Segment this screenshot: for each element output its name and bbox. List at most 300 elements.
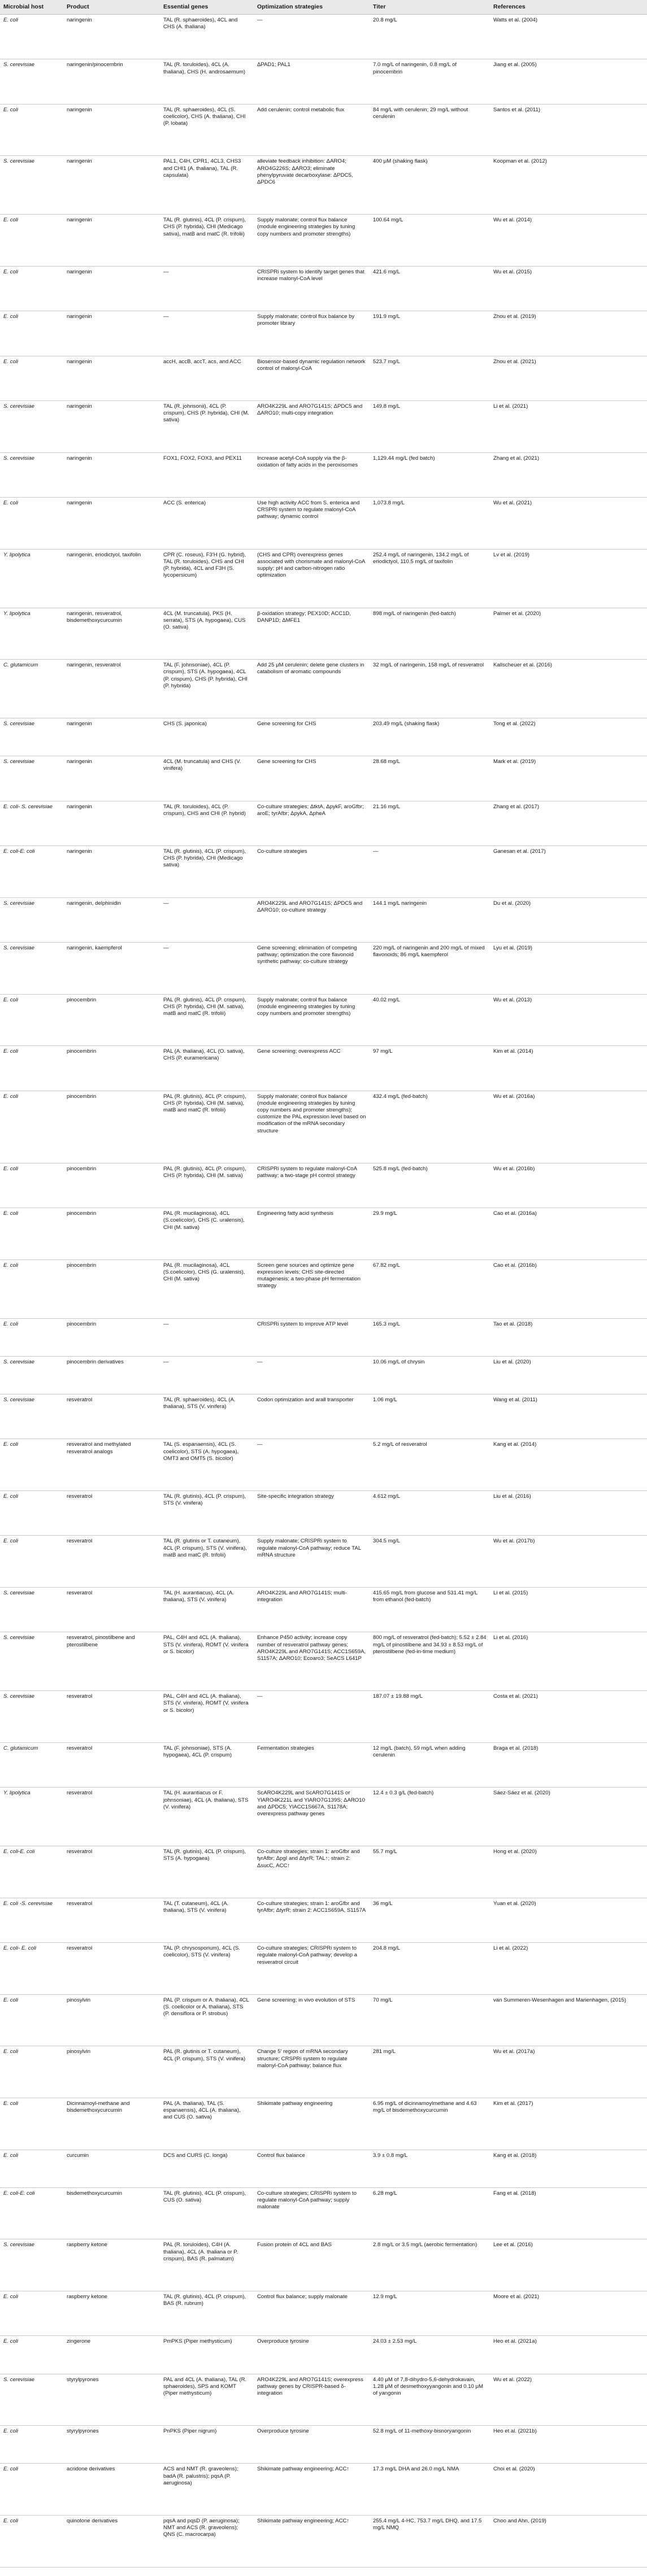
cell-host: S. cerevisiae [0,1632,63,1691]
table-row [0,2098,647,2150]
cell-host: E. coli [0,1259,63,1318]
table-row [0,2336,647,2374]
cell-genes: PAL, C4H and 4CL (A. thaliana), STS (V. vinifera), ROMT (V. vinifera or S. bicolor) [160,1691,254,1743]
table-row [0,2374,647,2426]
cell-genes: PAL and 4CL (A. thaliana), TAL (R. sphaeroides), SPS and KOMT (Piper methysticum) [160,2374,254,2426]
cell-reference: Kallscheuer et al. (2016) [490,660,647,718]
cell-reference: Wu et al. (2017a) [490,2046,647,2098]
cell-strategies: Control flux balance [254,2150,370,2187]
table-row [0,994,647,1046]
table-row [0,1046,647,1091]
cell-titer: 84 mg/L with cerulenin; 29 mg/L without cerulenin [370,104,490,156]
cell-reference: Du et al. (2020) [490,897,647,942]
cell-titer: 220 mg/L of naringenin and 200 mg/L of mixed flavonoids; 86 mg/L kaempferol [370,942,490,994]
cell-product: quinolone derivatives [63,2516,160,2568]
table-row [0,2046,647,2098]
cell-genes: TAL (R. johnsonii), 4CL (P. crispum), CHS (P. hybrida), CHI (M. sativa) [160,401,254,453]
cell-genes: TAL (R. glutinis), 4CL (P. crispum), CHS (P. hybrida), CHI (Medicago sativa), matB and matC (R. trifolii) [160,215,254,267]
cell-reference: Zhang et al. (2021) [490,452,647,497]
cell-product: naringenin, delphinidin [63,897,160,942]
cell-product: resveratrol [63,1742,160,1787]
cell-product: pinocembrin [63,1208,160,1260]
cell-host: S. cerevisiae [0,59,63,104]
cell-reference: van Summeren-Wesenhagen and Marienhagen, (2015) [490,1994,647,2046]
cell-titer: 281 mg/L [370,2046,490,2098]
cell-strategies: Codon optimization and arall transporter [254,1394,370,1439]
cell-strategies: Fermentation strategies [254,1742,370,1787]
cell-product: raspberry ketone [63,2239,160,2291]
cell-strategies: Shikimate pathway engineering; ACC↑ [254,2516,370,2568]
cell-strategies: Control flux balance; supply malonate [254,2291,370,2335]
cell-strategies: Screen gene sources and optimize gene expression levels; CHS site-directed mutagenesis; a two-phase pH fermentation strategy [254,1259,370,1318]
table-row [0,15,647,59]
cell-strategies: Co-culture strategies; strain 1: aroGfbr and tyrAfbr; ΔpgI and ΔtyrR; TAL↑; strain 2: ΔsucC, ACC↑ [254,1846,370,1898]
cell-strategies: ARO4K229L and ARO7G141S; ΔPDC5 and ΔARO10; co-culture strategy [254,897,370,942]
table-row [0,801,647,845]
cell-genes: pqsA and pqsD (P. aeruginosa); NMT and ACS (R. graveolens); QNS (C. macrocarpa) [160,2516,254,2568]
table-row [0,756,647,801]
cell-host: S. cerevisiae [0,1356,63,1394]
cell-host: S. cerevisiae [0,756,63,801]
table-row [0,1898,647,1942]
table-row [0,266,647,311]
cell-product: naringenin/pinocembrin [63,59,160,104]
cell-reference: Palmer et al. (2020) [490,608,647,660]
cell-product: resveratrol and methylated resveratrol analogs [63,1439,160,1491]
cell-reference: Braga et al. (2018) [490,1742,647,1787]
cell-host: S. cerevisiae [0,1588,63,1632]
cell-product: acridone derivatives [63,2464,160,2516]
table-row [0,718,647,756]
cell-titer: 203.49 mg/L (shaking flask) [370,718,490,756]
cell-titer: 165.3 mg/L [370,1318,490,1356]
table-row [0,1788,647,1846]
cell-host: E. coli [0,2426,63,2464]
cell-reference: Wu et al. (2016a) [490,1091,647,1163]
cell-reference: Moore et al. (2021) [490,2291,647,2335]
cell-product: naringenin [63,845,160,897]
cell-titer: 21.16 mg/L [370,801,490,845]
cell-product: pinosylvin [63,1994,160,2046]
cell-genes: CPR (C. roseus), F3′H (G. hybrid), TAL (R. toruloides), CHS and CHI (P. hybrida), 4CL and F3H (S. lycopersicum) [160,549,254,608]
cell-strategies: Gene screening for CHS [254,718,370,756]
cell-strategies: Supply malonate; control flux balance (module engineering strategies by tuning copy numbers and promoter strengths) [254,215,370,267]
table-row [0,1208,647,1260]
cell-product: resveratrol [63,1394,160,1439]
cell-genes: ACC (S. enterica) [160,498,254,550]
cell-host: E. coli [0,2098,63,2150]
cell-product: naringenin [63,156,160,215]
cell-product: Dicinnamoyl-methane and bisdemethoxycurcumin [63,2098,160,2150]
cell-titer: 28.68 mg/L [370,756,490,801]
cell-product: resveratrol [63,1898,160,1942]
cell-reference: Ganesan et al. (2017) [490,845,647,897]
cell-reference: Li et al. (2022) [490,1943,647,1995]
table-row [0,1394,647,1439]
cell-host: S. cerevisiae [0,401,63,453]
cell-host: E. coli [0,2516,63,2568]
cell-host: E. coli [0,1994,63,2046]
cell-host: C. glutamicum [0,1742,63,1787]
cell-titer: 97 mg/L [370,1046,490,1091]
cell-reference: Wu et al. (2016b) [490,1163,647,1208]
cell-reference: Jiang et al. (2005) [490,59,647,104]
cell-strategies: β-oxidation strategy; PEX10D; ACC1D, DANP1D; ΔMFE1 [254,608,370,660]
cell-product: naringenin [63,356,160,400]
cell-titer: 17.3 mg/L DHA and 26.0 mg/L NMA [370,2464,490,2516]
cell-strategies: Supply malonate; control flux balance by promoter library [254,311,370,356]
cell-genes: TAL (H. aurantiacus or F. johnsoniae), 4CL (A. thaliana), STS (V. vinifera) [160,1788,254,1846]
cell-titer: 3.9 ± 0.8 mg/L [370,2150,490,2187]
cell-host: E. coli [0,1491,63,1536]
cell-host: S. cerevisiae [0,2239,63,2291]
cell-reference: Tao et al. (2018) [490,1318,647,1356]
cell-reference: Santos et al. (2011) [490,104,647,156]
cell-strategies: ScARO4K229L and ScARO7G141S or YlARO4K221L and YlARO7G139S; ΔARO10 and ΔPDC5; YlACC1S667A, S1178A; overexpress pathway genes [254,1788,370,1846]
cell-genes: PAL (R. glutinis), 4CL (P. crispum), CHS (P. hybrida), CHI (M. sativa) [160,1163,254,1208]
cell-strategies: (CHS and CPR) overexpress genes associated with chorismate and malonyl-CoA supply; pH and carbon-nitrogen ratio optimization [254,549,370,608]
table-row [0,608,647,660]
header-host: Microbial host [0,0,63,15]
cell-host: E. coli-E. coli [0,2187,63,2239]
cell-genes: TAL (R. sphaeroides), 4CL and CHS (A. thaliana) [160,15,254,59]
cell-product: naringenin [63,452,160,497]
cell-host: E. coli [0,1536,63,1588]
cell-host: S. cerevisiae [0,156,63,215]
cell-strategies: Enhance P450 activity; increase copy number of resveratrol pathway genes; ARO4K229L and ARO7G141S; ACC1S659A, S1157A; ΔARO10; Ecoaro3; SeACS L641P [254,1632,370,1691]
cell-genes: TAL (R. glutinis or T. cutaneum), 4CL (P. crispum), STS (V. vinifera), matB and matC (R. trifolii) [160,1536,254,1588]
header-strategies: Optimization strategies [254,0,370,15]
cell-genes: DCS and CURS (C. longa) [160,2150,254,2187]
cell-host: E. coli [0,1439,63,1491]
cell-reference: Wu et al. (2021) [490,498,647,550]
cell-host: S. cerevisiae [0,1394,63,1439]
cell-product: naringenin [63,801,160,845]
cell-reference: Wang et al. (2011) [490,1394,647,1439]
cell-genes: PnPKS (Piper nigrum) [160,2426,254,2464]
cell-reference: Kim et al. (2014) [490,1046,647,1091]
cell-titer: 415.65 mg/L from glucose and 531.41 mg/L from ethanol (fed-batch) [370,1588,490,1632]
cell-genes: PAL (R. glutinis or T. cutaneum), 4CL (P. crispum), STS (V. vinifera) [160,2046,254,2098]
cell-product: curcumin [63,2150,160,2187]
cell-genes: TAL (R. glutinis), 4CL (P. crispum), BAS (R. rubrum) [160,2291,254,2335]
cell-titer: 421.6 mg/L [370,266,490,311]
cell-strategies: CRISPRi system to regulate malonyl-CoA pathway; a two-stage pH control strategy [254,1163,370,1208]
cell-strategies: Supply malonate; control flux balance (module engineering strategies by tuning copy numbers and promoter strengths); customize the PAL expression level based on modification of the mRNA secondary structure [254,1091,370,1163]
cell-genes: TAL (R. glutinis), 4CL (P. crispum), CUS (O. sativa) [160,2187,254,2239]
cell-strategies: Engineering fatty acid synthesis [254,1208,370,1260]
cell-product: resveratrol [63,1536,160,1588]
cell-reference: Fang et al. (2018) [490,2187,647,2239]
cell-titer: 1.06 mg/L [370,1394,490,1439]
cell-product: pinocembrin [63,1091,160,1163]
table-row [0,1318,647,1356]
cell-strategies: Gene screening; in vivo evolution of STS [254,1994,370,2046]
cell-strategies: ARO4K229L and ARO7G141S; ΔPDC5 and ΔARO10; multi-copy integration [254,401,370,453]
cell-host: E. coli [0,1163,63,1208]
cell-reference: Hong et al. (2020) [490,1846,647,1898]
cell-host: C. glutamicum [0,660,63,718]
cell-host: E. coli [0,2336,63,2374]
cell-host: E. coli [0,2464,63,2516]
cell-host: S. cerevisiae [0,2374,63,2426]
cell-product: styrylpyrones [63,2426,160,2464]
table-row [0,2464,647,2516]
cell-strategies: Overproduce tyrosine [254,2336,370,2374]
cell-strategies: Site-specific integration strategy [254,1491,370,1536]
cell-product: naringenin [63,215,160,267]
table-row [0,356,647,400]
cell-genes: TAL (P. chrysosporium), 4CL (S. coelicolor), STS (V. vinifera) [160,1943,254,1995]
table-row [0,215,647,267]
cell-genes: — [160,1356,254,1394]
cell-host: E. coli- E. coli [0,1943,63,1995]
cell-titer: 523.7 mg/L [370,356,490,400]
cell-product: naringenin [63,756,160,801]
table-row [0,2239,647,2291]
table-row [0,942,647,994]
cell-host: E. coli [0,104,63,156]
cell-host: S. cerevisiae [0,452,63,497]
table-row [0,1943,647,1995]
cell-genes: PAL (R. glutinis), 4CL (P. crispum), CHS (P. hybrida), CHI (M. sativa), matB and matC (R. trifolii) [160,1091,254,1163]
table-row [0,2516,647,2568]
cell-titer: 29.9 mg/L [370,1208,490,1260]
table-row [0,2150,647,2187]
cell-host: E. coli [0,2150,63,2187]
cell-genes: TAL (F. johnsoniae), STS (A. hypogaea), 4CL (P. crispum) [160,1742,254,1787]
cell-strategies: Shikimate pathway engineering; ACC↑ [254,2464,370,2516]
cell-titer: 149.8 mg/L [370,401,490,453]
table-row [0,1536,647,1588]
cell-titer: 24.03 ± 2.53 mg/L [370,2336,490,2374]
cell-titer: 36 mg/L [370,1898,490,1942]
cell-titer: 4.612 mg/L [370,1491,490,1536]
cell-host: E. coli [0,498,63,550]
cell-product: pinocembrin [63,1259,160,1318]
table-row [0,2426,647,2464]
table-row [0,897,647,942]
header-titer: Titer [370,0,490,15]
cell-host: S. cerevisiae [0,1691,63,1743]
cell-genes: — [160,942,254,994]
cell-titer: 12.9 mg/L [370,2291,490,2335]
cell-titer: 55.7 mg/L [370,1846,490,1898]
cell-titer: 204.8 mg/L [370,1943,490,1995]
cell-titer: 1,129.44 mg/L (fed batch) [370,452,490,497]
cell-reference: Kang et al. (2014) [490,1439,647,1491]
cell-reference: Costa et al. (2021) [490,1691,647,1743]
cell-host: S. cerevisiae [0,897,63,942]
cell-product: raspberry ketone [63,2291,160,2335]
cell-strategies: — [254,1439,370,1491]
cell-product: resveratrol [63,1588,160,1632]
cell-host: S. cerevisiae [0,718,63,756]
cell-host: E. coli [0,356,63,400]
cell-genes: TAL (R. sphaeroides), 4CL (S. coelicolor), CHS (A. thaliana), CHI (P. lobata) [160,104,254,156]
cell-genes: PAL, C4H and 4CL (A. thaliana), STS (V. vinifera), ROMT (V. vinifera or S. bicolor) [160,1632,254,1691]
cell-reference: Li et al. (2021) [490,401,647,453]
cell-host: E. coli -S. cerevisiae [0,1898,63,1942]
cell-genes: TAL (R. toruloides), 4CL (P. crispum), CHS and CHI (P. hybrid) [160,801,254,845]
cell-reference: Heo et al. (2021a) [490,2336,647,2374]
cell-titer: 5.2 mg/L of resveratrol [370,1439,490,1491]
cell-genes: TAL (T. cutaneum), 4CL (A. thaliana), STS (V. vinifera) [160,1898,254,1942]
cell-reference: Yuan et al. (2020) [490,1898,647,1942]
cell-titer: — [370,845,490,897]
table-row [0,2291,647,2335]
cell-strategies: — [254,1356,370,1394]
cell-strategies: Biosensor-based dynamic regulation network control of malonyl-CoA [254,356,370,400]
cell-titer: 432.4 mg/L (fed-batch) [370,1091,490,1163]
cell-product: naringenin [63,311,160,356]
table-row [0,1691,647,1743]
cell-product: naringenin [63,266,160,311]
table-row [0,845,647,897]
cell-product: resveratrol [63,1943,160,1995]
table-row [0,549,647,608]
cell-titer: 187.07 ± 19.88 mg/L [370,1691,490,1743]
cell-titer: 525.8 mg/L (fed-batch) [370,1163,490,1208]
cell-product: pinocembrin [63,1046,160,1091]
cell-product: resveratrol [63,1491,160,1536]
cell-genes: — [160,266,254,311]
cell-genes: FOX1, FOX2, FOX3, and PEX11 [160,452,254,497]
cell-product: pinocembrin [63,994,160,1046]
cell-reference: Zhou et al. (2019) [490,311,647,356]
cell-product: naringenin, resveratrol [63,660,160,718]
cell-host: E. coli [0,1318,63,1356]
table-row [0,1491,647,1536]
cell-product: resveratrol [63,1691,160,1743]
cell-strategies: Shikimate pathway engineering [254,2098,370,2150]
table-row [0,311,647,356]
cell-product: pinocembrin derivatives [63,1356,160,1394]
cell-genes: PAL1, C4H, CPR1, 4CL3, CHS3 and CHI1 (A. thaliana), TAL (R. capsulata) [160,156,254,215]
cell-reference: Choi et al. (2020) [490,2464,647,2516]
cell-host: E. coli-E. coli [0,1846,63,1898]
cell-reference: Wu et al. (2022) [490,2374,647,2426]
table-row [0,1439,647,1491]
cell-titer: 400 μM (shaking flask) [370,156,490,215]
cell-genes: — [160,311,254,356]
cell-reference: Kim et al. (2017) [490,2098,647,2150]
cell-strategies: Change 5′ region of mRNA secondary structure; CRSPRi system to regulate malonyl-CoA pathway; balance flux [254,2046,370,2098]
cell-product: naringenin, kaempferol [63,942,160,994]
cell-host: S. cerevisiae [0,942,63,994]
cell-titer: 4.40 μM of 7,8-dihydro-5,6-dehydrokavain, 1.28 μM of desmethoxyyangonin and 0.10 μM of yangonin [370,2374,490,2426]
cell-titer: 52.8 mg/L of 11-methoxy-bisnoryangonin [370,2426,490,2464]
cell-host: E. coli [0,15,63,59]
cell-genes: — [160,1318,254,1356]
cell-strategies: Overproduce tyrosine [254,2426,370,2464]
cell-strategies: — [254,15,370,59]
cell-genes: PAL (P. crispum or A. thaliana), 4CL (S. coelicolor or A. thaliana), STS (P. densiflora or P. strobus) [160,1994,254,2046]
cell-reference: Cao et al. (2016a) [490,1208,647,1260]
cell-strategies: Gene screening; overexpress ACC [254,1046,370,1091]
cell-titer: 255.4 mg/L 4-HC, 753.7 mg/L DHQ, and 17.5 mg/L NMQ [370,2516,490,2568]
table-row [0,1163,647,1208]
cell-reference: Mark et al. (2019) [490,756,647,801]
cell-strategies: Add 25 μM cerulenin; delete gene clusters in catabolism of aromatic compounds [254,660,370,718]
cell-host: E. coli [0,2291,63,2335]
cell-reference: Lee et al. (2016) [490,2239,647,2291]
cell-host: E. coli [0,994,63,1046]
cell-strategies: Co-culture strategies [254,845,370,897]
table-row [0,1356,647,1394]
cell-product: pinocembrin [63,1163,160,1208]
header-references: References [490,0,647,15]
cell-product: naringenin [63,104,160,156]
table-body [0,15,647,2568]
cell-strategies: Add cerulenin; control metabolic flux [254,104,370,156]
cell-genes: CHS (S. japonica) [160,718,254,756]
cell-reference: Li et al. (2015) [490,1588,647,1632]
cell-strategies: Increase acetyl-CoA supply via the β-oxidation of fatty acids in the peroxisomes [254,452,370,497]
cell-genes: TAL (R. sphaeroides), 4CL (A. thaliana), STS (V. vinifera) [160,1394,254,1439]
cell-genes: — [160,897,254,942]
cell-reference: Wu et al. (2014) [490,215,647,267]
cell-strategies: Co-culture strategies; CRISPRi system to regulate malonyl-CoA pathway; supply malonate [254,2187,370,2239]
cell-reference: Choo and Ahn, (2019) [490,2516,647,2568]
cell-reference: Liu et al. (2020) [490,1356,647,1394]
cell-product: styrylpyrones [63,2374,160,2426]
cell-genes: PAL (R. mucilaginosa), 4CL (S.coelicolor), CHS (C. uralensis), CHI (M. sativa) [160,1208,254,1260]
cell-product: naringenin, eriodictyol, taxifolin [63,549,160,608]
cell-titer: 100.64 mg/L [370,215,490,267]
cell-strategies: Gene screening; elimination of competing pathway; optimization the core flavonoid synthetic pathway; co-culture strategy [254,942,370,994]
cell-host: E. coli [0,1208,63,1260]
cell-strategies: Supply malonate; CRISPRi system to regulate malonyl-CoA pathway; reduce TAL mRNA structure [254,1536,370,1588]
cell-strategies: Fusion protein of 4CL and BAS [254,2239,370,2291]
cell-genes: ACS and NMT (R. graveolens); badA (R. palustris); pqsA (P. aeruginosa) [160,2464,254,2516]
cell-titer: 144.1 mg/L naringenin [370,897,490,942]
cell-strategies: ARO4K229L and ARO7G141S; multi-integration [254,1588,370,1632]
cell-strategies: Use high activity ACC from S. enterica and CRSPRi system to regulate malonyl-CoA pathway; dynamic control [254,498,370,550]
cell-strategies: ARO4K229L and ARO7G141S; overexpress pathway genes by CRISPR-based δ-integration [254,2374,370,2426]
cell-strategies: CRISPRi system to identify target genes that increase malonyl-CoA level [254,266,370,311]
table-row [0,104,647,156]
cell-host: Y. lipolytica [0,549,63,608]
cell-host: Y. lipolytica [0,608,63,660]
cell-product: pinocembrin [63,1318,160,1356]
table-row [0,2187,647,2239]
cell-product: pinosylvin [63,2046,160,2098]
cell-host: E. coli [0,1091,63,1163]
table-row [0,1259,647,1318]
cell-genes: PmPKS (Piper methysticum) [160,2336,254,2374]
cell-genes: TAL (F. johnsoniae), 4CL (P. crispum), STS (A. hypogaea), 4CL (P. crispum), CHS (P. hybrida), CHI (P. hybrida) [160,660,254,718]
cell-titer: 6.95 mg/L of dicinnamoylmethane and 4.63 mg/L of bisdemethoxycurcumin [370,2098,490,2150]
cell-genes: accH, accB, accT, acs, and ACC [160,356,254,400]
cell-strategies: ΔPAD1; PAL1 [254,59,370,104]
cell-reference: Watts et al. (2004) [490,15,647,59]
cell-genes: 4CL (M. truncatula) and CHS (V. vinifera) [160,756,254,801]
cell-reference: Liu et al. (2016) [490,1491,647,1536]
table-row [0,1742,647,1787]
cell-reference: Wu et al. (2015) [490,266,647,311]
cell-titer: 800 mg/L of resveratrol (fed-batch); 5.52 ± 2.84 mg/L of pinostilbene and 34.93 ± 8.53 mg/L of pterostilbene (fed-in-time medium) [370,1632,490,1691]
cell-product: zingerone [63,2336,160,2374]
cell-genes: TAL (R. toruloides), 4CL (A. thaliana), CHS (H. androsaemum) [160,59,254,104]
cell-product: resveratrol [63,1846,160,1898]
cell-reference: Heo et al. (2021b) [490,2426,647,2464]
cell-product: resveratrol [63,1788,160,1846]
cell-titer: 32 mg/L of naringenin, 158 mg/L of resveratrol [370,660,490,718]
table-row [0,1588,647,1632]
table-row [0,1091,647,1163]
header-product: Product [63,0,160,15]
